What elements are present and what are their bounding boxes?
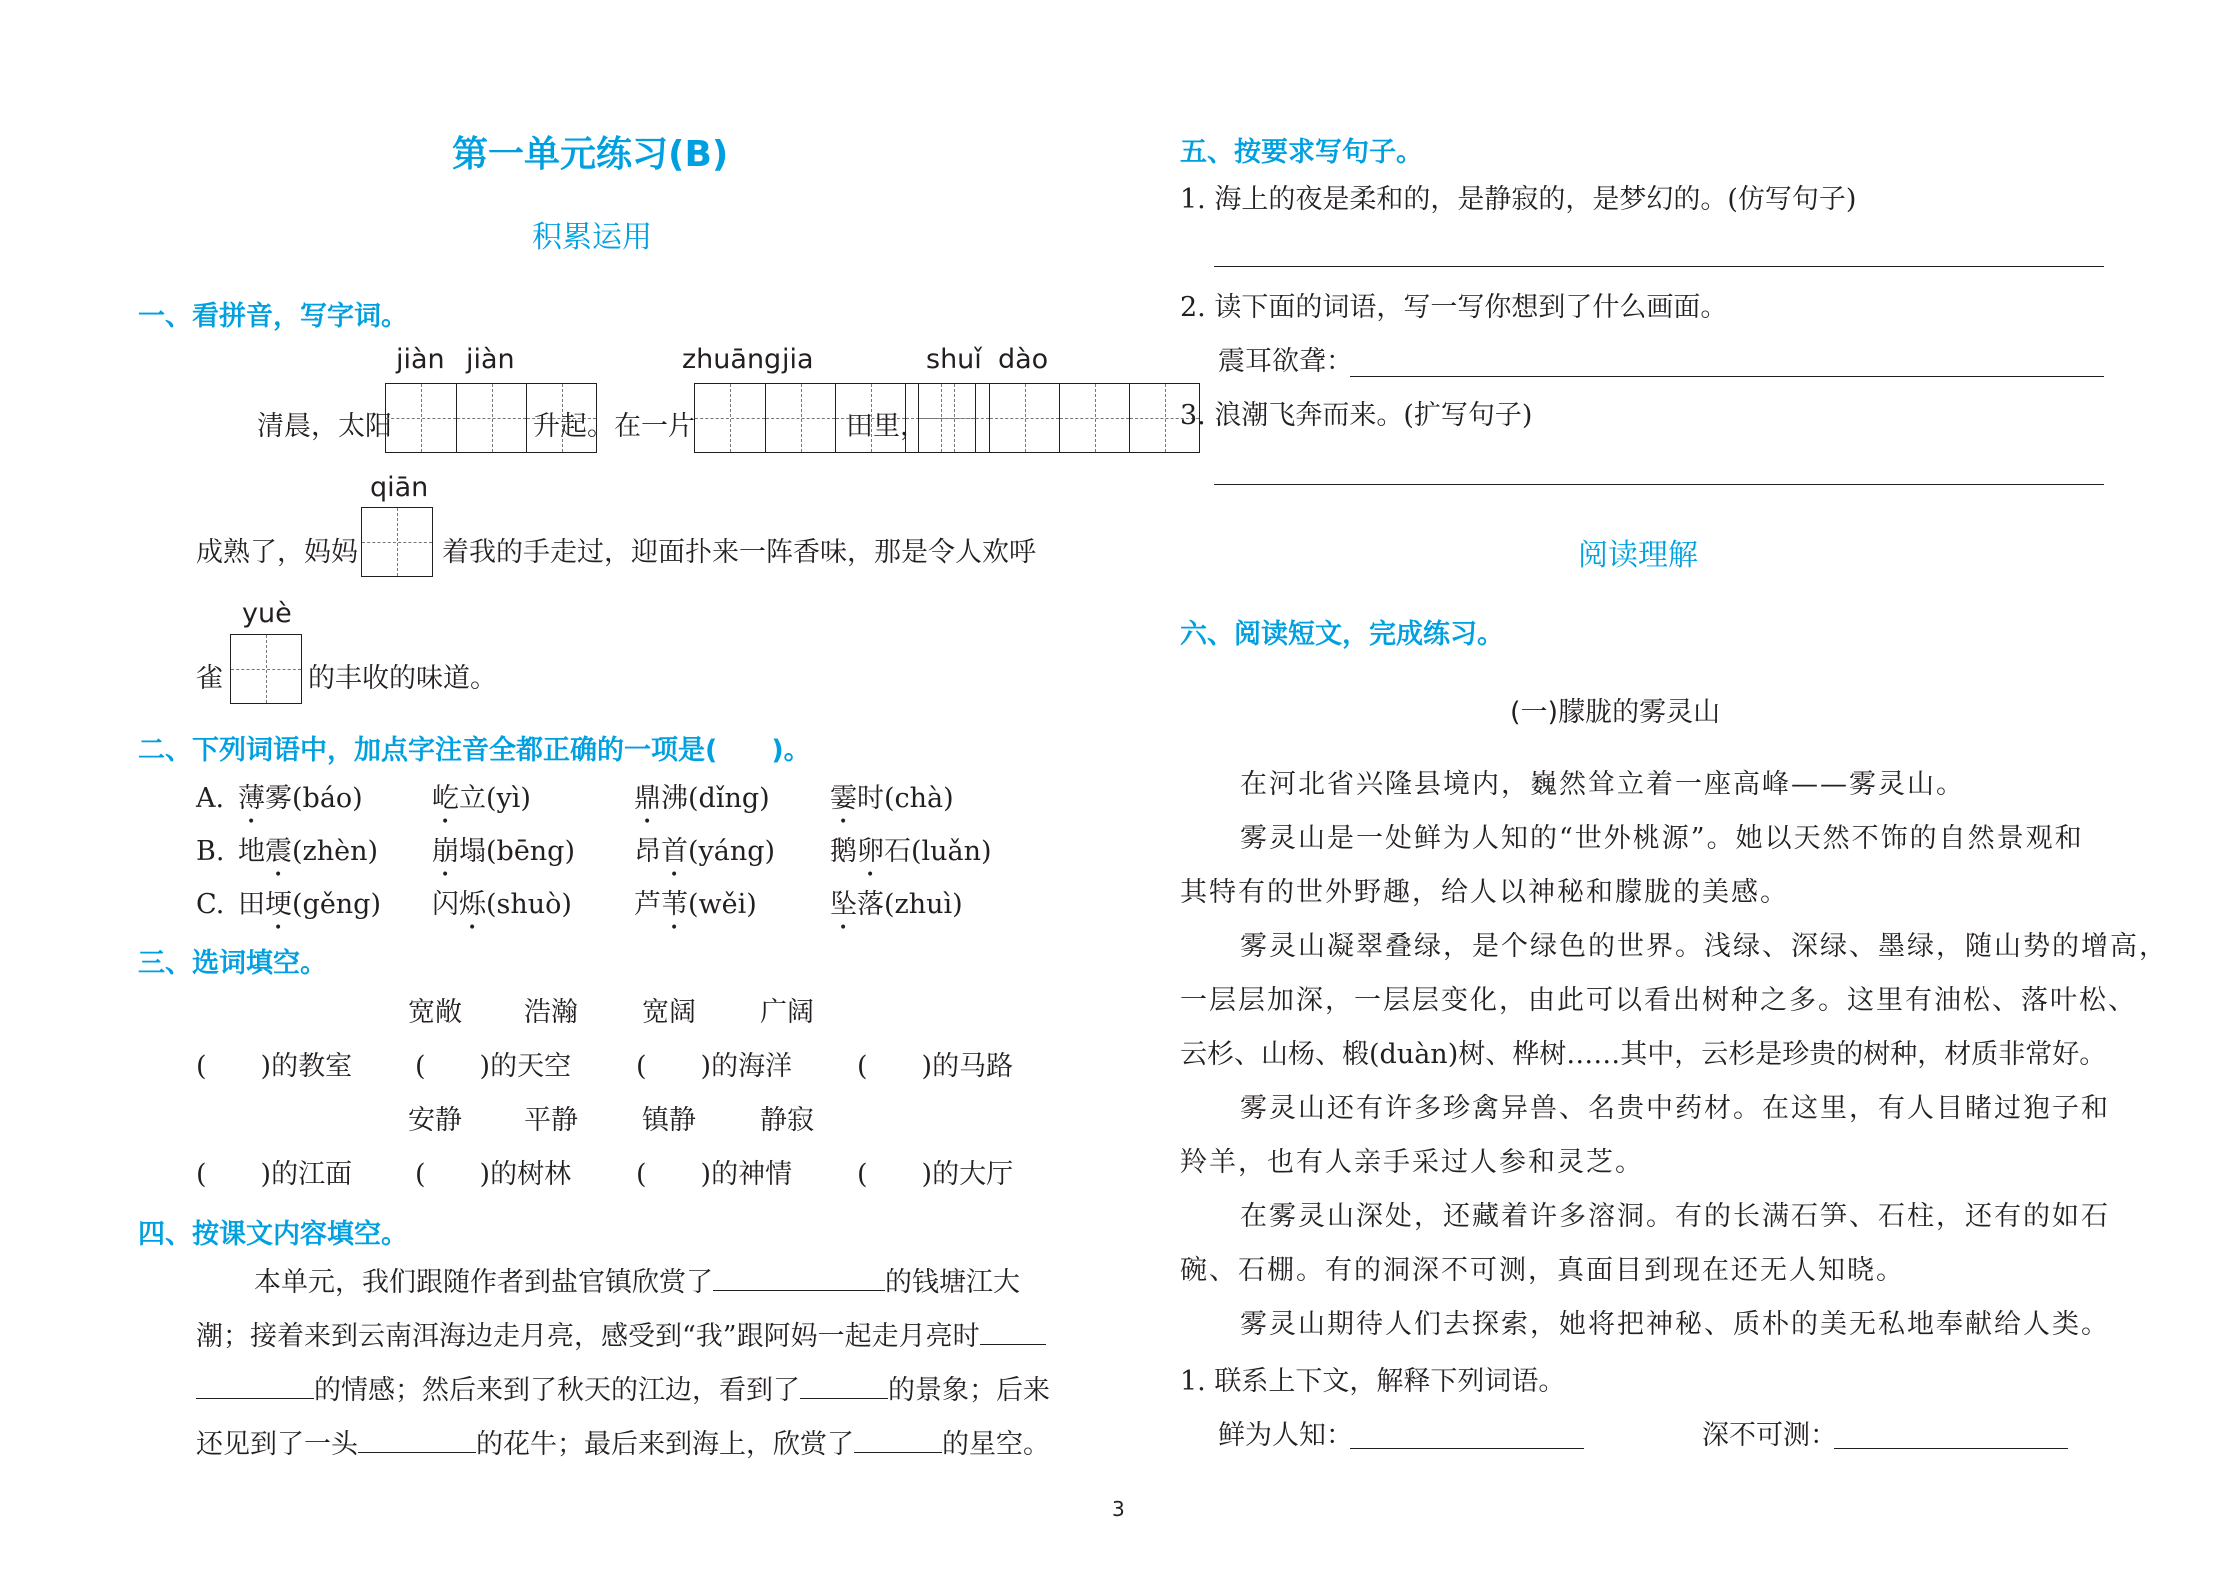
writing-grid-yue[interactable] [230,634,302,704]
q4-text: 还见到了一头 的花牛；最后来到海上，欣赏了 的星空。 [196,1429,1050,1460]
q4-text: 的情感；然后来到了秋天的江边，看到了 的景象；后来 [196,1373,1050,1409]
q2-item: 薄雾(báo) [238,783,363,814]
q3-fill[interactable]: ( )的树林 [415,1159,572,1190]
q3-fill[interactable]: ( )的神情 [636,1159,793,1190]
q2-item: 地震(zhèn) [238,836,379,867]
pinyin-label: dào [998,344,1049,375]
pinyin-label: zhuāng [682,344,782,375]
q2-item: 昂首(yáng) [634,836,776,867]
q5-item-3: 3. 浪潮飞奔而来。(扩写句子) [1180,400,1533,431]
q3-fill[interactable]: ( )的大厅 [857,1159,1014,1190]
pinyin-label: jiàn [466,344,515,375]
q1-text: 成熟了，妈妈 [196,537,358,568]
q5-item-2-word: 震耳欲聋： [1218,346,1353,377]
q2-item: 田埂(gěng) [238,889,382,920]
passage-paragraph: 其特有的世外野趣，给人以神秘和朦胧的美感。 [1180,877,1789,908]
answer-line[interactable] [1214,266,2104,267]
q4-text: 潮；接着来到云南洱海边走月亮，感受到“我”跟阿妈一起走月亮时 [196,1319,1046,1355]
q1-text: 着我的手走过，迎面扑来一阵香味，那是令人欢呼 [442,537,1036,568]
answer-blank[interactable] [358,1428,476,1453]
q4-text: 本单元，我们跟随作者到盐官镇欣赏了 的钱塘江大 [254,1267,1020,1298]
answer-blank[interactable] [713,1266,885,1291]
q6-term-1: 鲜为人知： [1218,1420,1353,1451]
q3-word: 平静 [524,1105,578,1136]
q5-heading: 五、按要求写句子。 [1180,137,1423,168]
q3-heading: 三、选词填空。 [138,948,327,979]
writing-grid-qian[interactable] [361,507,433,577]
q5-item-1: 1. 海上的夜是柔和的，是静寂的，是梦幻的。(仿写句子) [1180,184,1857,215]
q2-option-label: A. [196,783,225,814]
answer-line[interactable] [1350,376,2104,377]
page-number: 3 [1112,1497,1125,1521]
q2-item: 鹅卵石(luǎn) [830,836,992,867]
q2-heading: 二、下列词语中，加点字注音全都正确的一项是( )。 [138,735,811,766]
passage-paragraph: 碗、石棚。有的洞深不可测，真面目到现在还无人知晓。 [1180,1255,1905,1286]
q3-fill[interactable]: ( )的马路 [857,1051,1014,1082]
q3-word: 镇静 [642,1105,696,1136]
q3-word: 浩瀚 [524,997,578,1028]
page-title: 第一单元练习(B) [452,134,729,175]
passage-paragraph: 一层层加深，一层层变化，由此可以看出树种之多。这里有油松、落叶松、 [1180,985,2137,1016]
q2-item: 屹立(yì) [432,783,531,814]
pinyin-label: jia [782,344,814,375]
passage-title: (一)朦胧的雾灵山 [1510,697,1721,728]
passage-paragraph: 雾灵山是一处鲜为人知的“世外桃源”。她以天然不饰的自然景观和 [1240,823,2084,854]
answer-line[interactable] [1350,1448,1584,1449]
q1-text: 的丰收的味道。 [308,663,497,694]
q6-sub-1: 1. 联系上下文，解释下列词语。 [1180,1366,1566,1397]
q1-text: 升起。在一片 [533,411,695,442]
section-title-accumulation: 积累运用 [532,220,652,255]
passage-paragraph: 雾灵山还有许多珍禽异兽、名贵中药材。在这里，有人目睹过狍子和 [1240,1093,2110,1124]
q2-option-label: B. [196,836,225,867]
q1-text: 雀 [196,663,223,694]
answer-line[interactable] [1214,484,2104,485]
q2-item: 闪烁(shuò) [432,889,572,920]
q5-item-2: 2. 读下面的词语，写一写你想到了什么画面。 [1180,292,1728,323]
q4-heading: 四、按课文内容填空。 [138,1219,408,1250]
q3-fill[interactable]: ( )的教室 [196,1051,353,1082]
q3-fill[interactable]: ( )的海洋 [636,1051,793,1082]
passage-paragraph: 在雾灵山深处，还藏着许多溶洞。有的长满石笋、石柱，还有的如石 [1240,1201,2110,1232]
pinyin-label: yuè [242,598,292,629]
answer-blank[interactable] [196,1374,314,1399]
q6-term-2: 深不可测： [1702,1420,1837,1451]
q3-word: 静寂 [760,1105,814,1136]
q1-heading: 一、看拼音，写字词。 [138,301,408,332]
q2-item: 崩塌(bēng) [432,836,576,867]
writing-grid-shuidao[interactable] [918,383,1200,453]
q6-heading: 六、阅读短文，完成练习。 [1180,619,1504,650]
passage-paragraph: 雾灵山凝翠叠绿，是个绿色的世界。浅绿、深绿、墨绿，随山势的增高， [1240,931,2168,962]
q2-item: 坠落(zhuì) [830,889,963,920]
passage-paragraph: 雾灵山期待人们去探索，她将把神秘、质朴的美无私地奉献给人类。 [1240,1309,2110,1340]
q2-option-label: C. [196,889,225,920]
q3-word: 安静 [408,1105,462,1136]
answer-blank[interactable] [800,1374,888,1399]
q3-word: 广阔 [760,997,814,1028]
q2-item: 芦苇(wěi) [634,889,757,920]
q3-fill[interactable]: ( )的天空 [415,1051,572,1082]
answer-blank[interactable] [854,1428,942,1453]
pinyin-label: qiān [370,472,429,503]
pinyin-label: shuǐ [926,344,982,375]
passage-paragraph: 羚羊，也有人亲手采过人参和灵芝。 [1180,1147,1644,1178]
q3-fill[interactable]: ( )的江面 [196,1159,353,1190]
passage-paragraph: 在河北省兴隆县境内，巍然耸立着一座高峰——雾灵山。 [1240,769,1965,800]
q3-word: 宽阔 [642,997,696,1028]
q1-text: 清晨，太阳 [257,411,392,442]
passage-paragraph: 云杉、山杨、椴(duàn)树、桦树……其中，云杉是珍贵的树种，材质非常好。 [1180,1039,2107,1070]
q1-text: 田里， [846,411,927,442]
q2-item: 霎时(chà) [830,783,954,814]
q2-item: 鼎沸(dǐng) [634,783,770,814]
answer-line[interactable] [1834,1448,2068,1449]
pinyin-label: jiàn [396,344,445,375]
q3-word: 宽敞 [408,997,462,1028]
section-title-reading: 阅读理解 [1578,538,1698,573]
answer-blank[interactable] [980,1320,1046,1345]
